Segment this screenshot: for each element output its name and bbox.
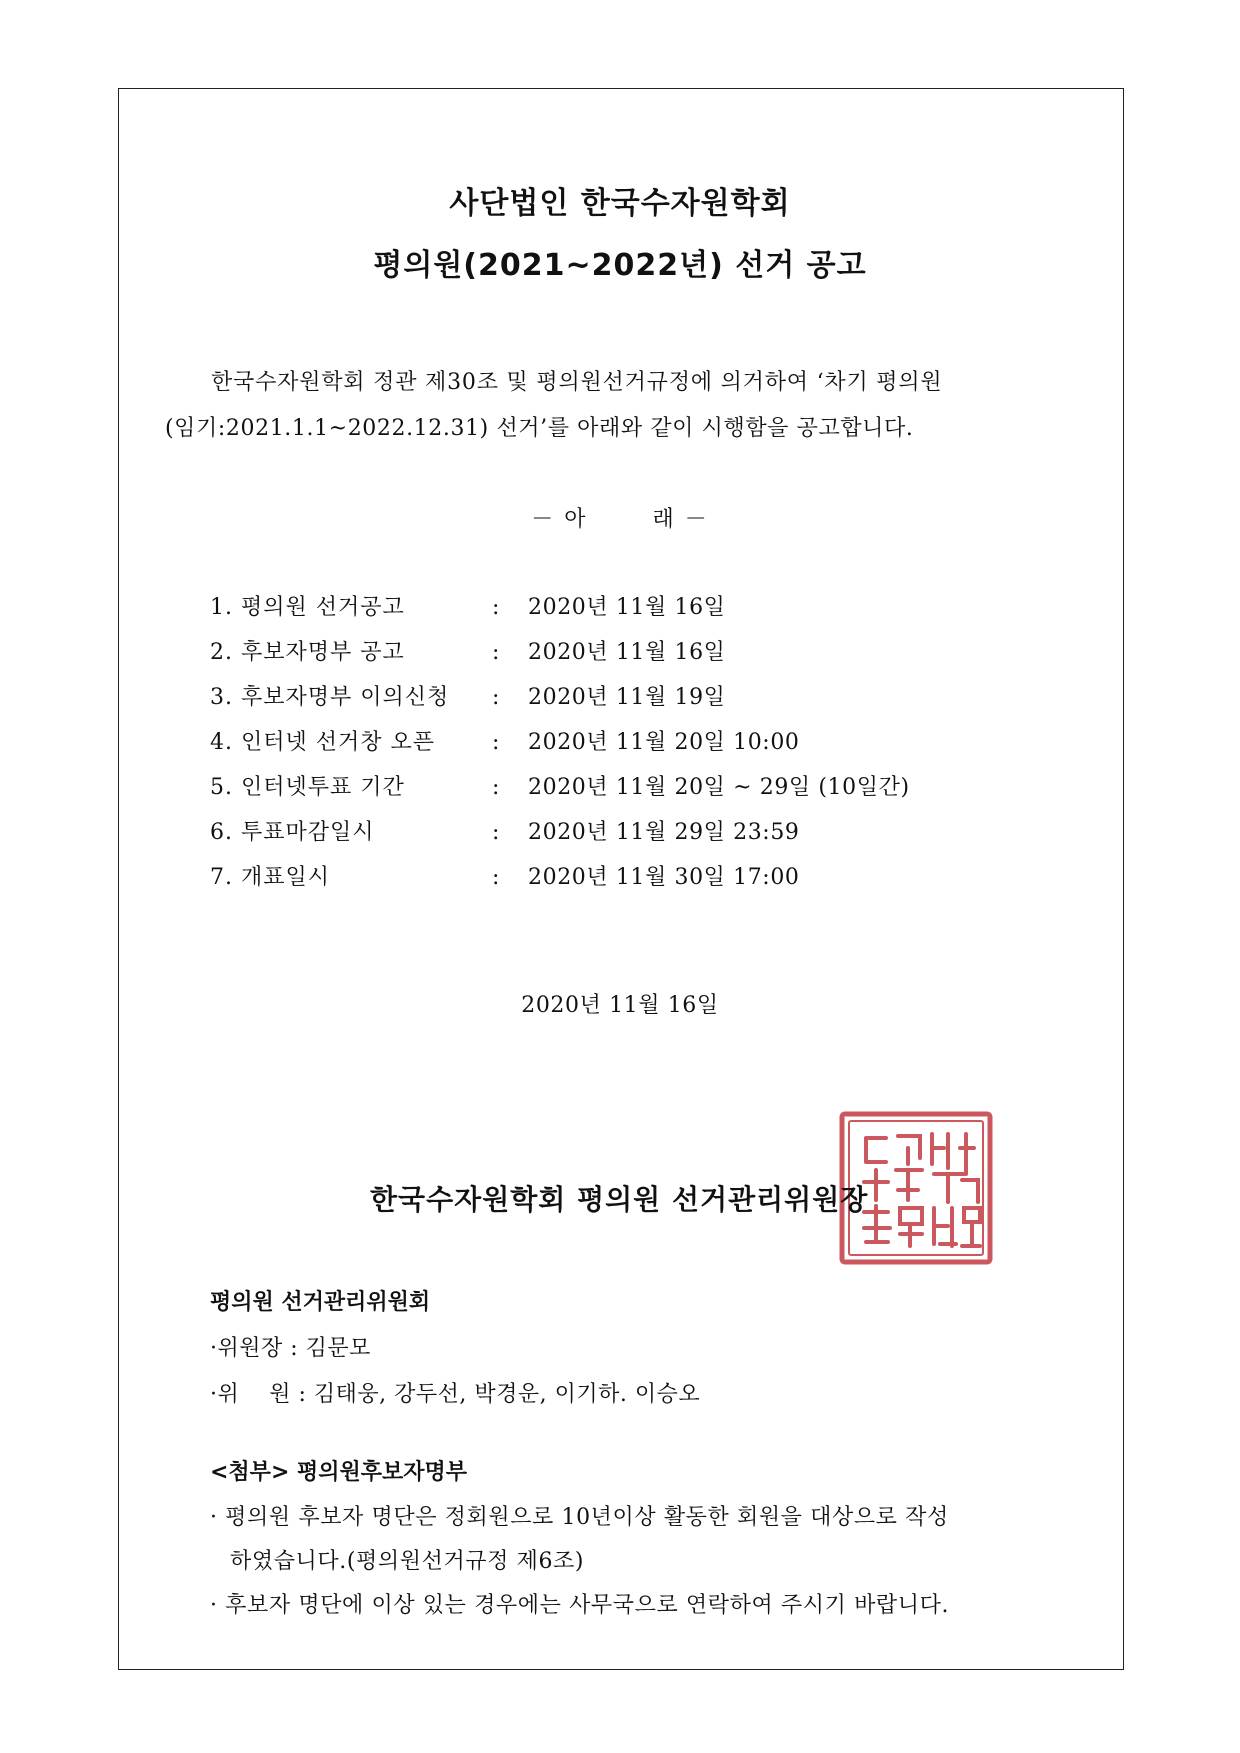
schedule-label: 1. 평의원 선거공고	[210, 595, 405, 620]
schedule-colon: :	[492, 865, 500, 890]
committee-members: ·위 원 : 김태웅, 강두선, 박경운, 이기하. 이승오	[210, 1382, 701, 1407]
committee-heading: 평의원 선거관리위원회	[210, 1290, 431, 1315]
committee-section	[210, 1280, 700, 1418]
schedule-value: 2020년 11월 20일 10:00	[528, 730, 800, 755]
document-title-election: 평의원(2021~2022년) 선거 공고	[373, 248, 867, 283]
attachment-note-1: · 평의원 후보자 명단은 정회원으로 10년이상 활동한 회원을 대상으로 작성	[210, 1505, 949, 1530]
committee-chair: ·위원장 : 김문모	[210, 1336, 371, 1361]
schedule-colon: :	[492, 820, 500, 845]
schedule-value: 2020년 11월 20일 ~ 29일 (10일간)	[528, 775, 910, 800]
schedule-label: 4. 인터넷 선거창 오픈	[210, 730, 435, 755]
section-heading-right: 래 －	[652, 507, 709, 532]
schedule-value: 2020년 11월 16일	[528, 595, 726, 620]
schedule-label: 2. 후보자명부 공고	[210, 640, 405, 665]
intro-line-1: 한국수자원학회 정관 제30조 및 평의원선거규정에 의거하여 ‘차기 평의원	[211, 370, 943, 395]
intro-line-2: (임기:2021.1.1~2022.12.31) 선거’를 아래와 같이 시행함을 공고합니다.	[165, 416, 914, 441]
schedule-label: 3. 후보자명부 이의신청	[210, 685, 450, 710]
schedule-label: 6. 투표마감일시	[210, 820, 375, 845]
announcement-date: 2020년 11월 16일	[521, 993, 719, 1018]
attachment-heading: <첨부> 평의원후보자명부	[210, 1460, 468, 1485]
attachment-section	[210, 1450, 1090, 1628]
section-heading-details	[0, 502, 1240, 533]
schedule-label: 7. 개표일시	[210, 865, 330, 890]
schedule-colon: :	[492, 595, 500, 620]
schedule-value: 2020년 11월 30일 17:00	[528, 865, 800, 890]
attachment-note-2: · 후보자 명단에 이상 있는 경우에는 사무국으로 연락하여 주시기 바랍니다.	[210, 1593, 950, 1618]
schedule-value: 2020년 11월 29일 23:59	[528, 820, 800, 845]
schedule-colon: :	[492, 730, 500, 755]
document-title-org: 사단법인 한국수자원학회	[449, 186, 791, 221]
schedule-colon: :	[492, 640, 500, 665]
schedule-value: 2020년 11월 19일	[528, 685, 726, 710]
signer-title: 한국수자원학회 평의원 선거관리위원장	[370, 1183, 869, 1216]
attachment-note-1-cont: 하였습니다.(평의원선거규정 제6조)	[230, 1549, 585, 1574]
schedule-value: 2020년 11월 16일	[528, 640, 726, 665]
intro-paragraph	[165, 360, 1095, 452]
schedule-label: 5. 인터넷투표 기간	[210, 775, 405, 800]
schedule-colon: :	[492, 775, 500, 800]
schedule-colon: :	[492, 685, 500, 710]
section-heading-left: － 아	[531, 507, 588, 532]
